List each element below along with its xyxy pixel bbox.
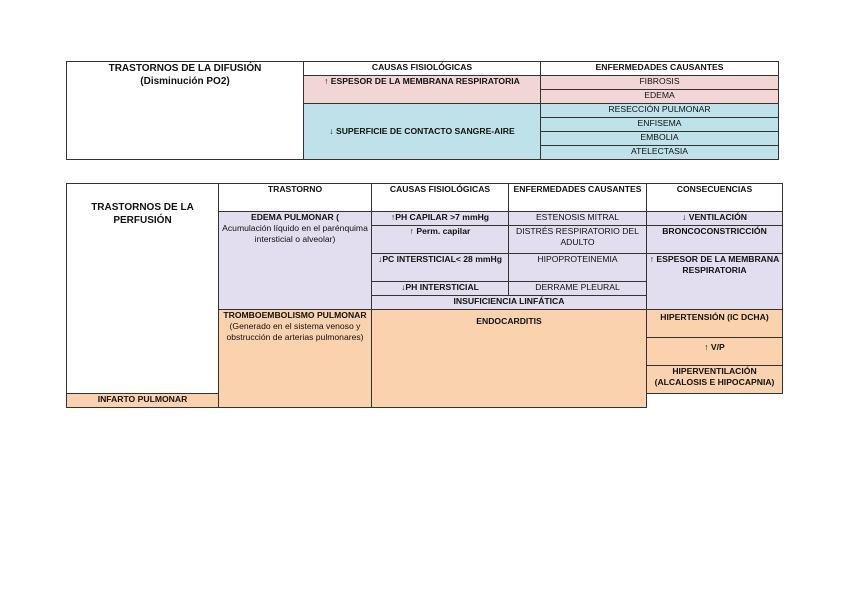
trombo-consequence: HIPERTENSIÓN (IC DCHA) <box>647 310 783 338</box>
perfusion-cause: ↑PH CAPILAR >7 mmHg <box>372 212 509 226</box>
perfusion-consequence: ↓ VENTILACIÓN <box>647 212 783 226</box>
diffusion-disease: EMBOLIA <box>541 132 779 146</box>
diffusion-disease: FIBROSIS <box>541 76 779 90</box>
diffusion-header-causes: CAUSAS FISIOLÓGICAS <box>304 62 541 76</box>
perfusion-disease: DISTRÉS RESPIRATORIO DEL ADULTO <box>509 226 647 254</box>
perfusion-header-disorder: TRASTORNO <box>219 184 372 212</box>
diffusion-header-diseases: ENFERMEDADES CAUSANTES <box>541 62 779 76</box>
trombo-consequence: INFARTO PULMONAR <box>67 394 219 408</box>
diffusion-cause-2: ↓ SUPERFICIE DE CONTACTO SANGRE-AIRE <box>304 104 541 160</box>
perfusion-disease: HIPOPROTEINEMIA <box>509 254 647 282</box>
perfusion-consequence: ↑ ESPESOR DE LA MEMBRANA RESPIRATORIA <box>647 254 783 310</box>
trombo-consequence: HIPERVENTILACIÓN (ALCALOSIS E HIPOCAPNIA) <box>647 366 783 394</box>
perfusion-disease: DERRAME PLEURAL <box>509 282 647 296</box>
edema-description: Acumulación líquido en el parénquima intersticial o alveolar) <box>222 223 368 244</box>
diffusion-disease: EDEMA <box>541 90 779 104</box>
diffusion-subtitle: (Disminución PO2) <box>140 76 230 87</box>
trombo-cell <box>219 310 372 408</box>
perfusion-cause: ↑ Perm. capilar <box>372 226 509 254</box>
trombo-description: (Generado en el sistema venoso y obstrucción de arterias pulmonares) <box>226 321 364 342</box>
perfusion-consequence: BRONCOCONSTRICCIÓN <box>647 226 783 254</box>
diffusion-title: TRASTORNOS DE LA DIFUSIÓN <box>108 63 262 74</box>
trombo-consequence: ↑ V/P <box>647 338 783 366</box>
trombo-title: TROMBOEMBOLISMO PULMONAR <box>223 310 367 320</box>
lymph-insufficiency: INSUFICIENCIA LINFÁTICA <box>372 296 647 310</box>
diffusion-table <box>66 61 779 160</box>
diffusion-cause-1: ↑ ESPESOR DE LA MEMBRANA RESPIRATORIA <box>304 76 541 104</box>
perfusion-header-causes: CAUSAS FISIOLÓGICAS <box>372 184 509 212</box>
perfusion-title: TRASTORNOS DE LA PERFUSIÓN <box>67 184 219 394</box>
perfusion-header-diseases: ENFERMEDADES CAUSANTES <box>509 184 647 212</box>
perfusion-table <box>66 183 783 408</box>
diffusion-disease: RESECCIÓN PULMONAR <box>541 104 779 118</box>
perfusion-disease: ESTENOSIS MITRAL <box>509 212 647 226</box>
diffusion-disease: ATELECTASIA <box>541 146 779 160</box>
perfusion-cause: ↓PH INTERSTICIAL <box>372 282 509 296</box>
diffusion-title-cell <box>67 62 304 160</box>
edema-cell <box>219 212 372 310</box>
endocarditis: ENDOCARDITIS <box>372 310 647 408</box>
diffusion-disease: ENFISEMA <box>541 118 779 132</box>
perfusion-header-consequences: CONSECUENCIAS <box>647 184 783 212</box>
edema-title: EDEMA PULMONAR ( <box>250 212 339 222</box>
perfusion-cause: ↓PC INTERSTICIAL< 28 mmHg <box>372 254 509 282</box>
